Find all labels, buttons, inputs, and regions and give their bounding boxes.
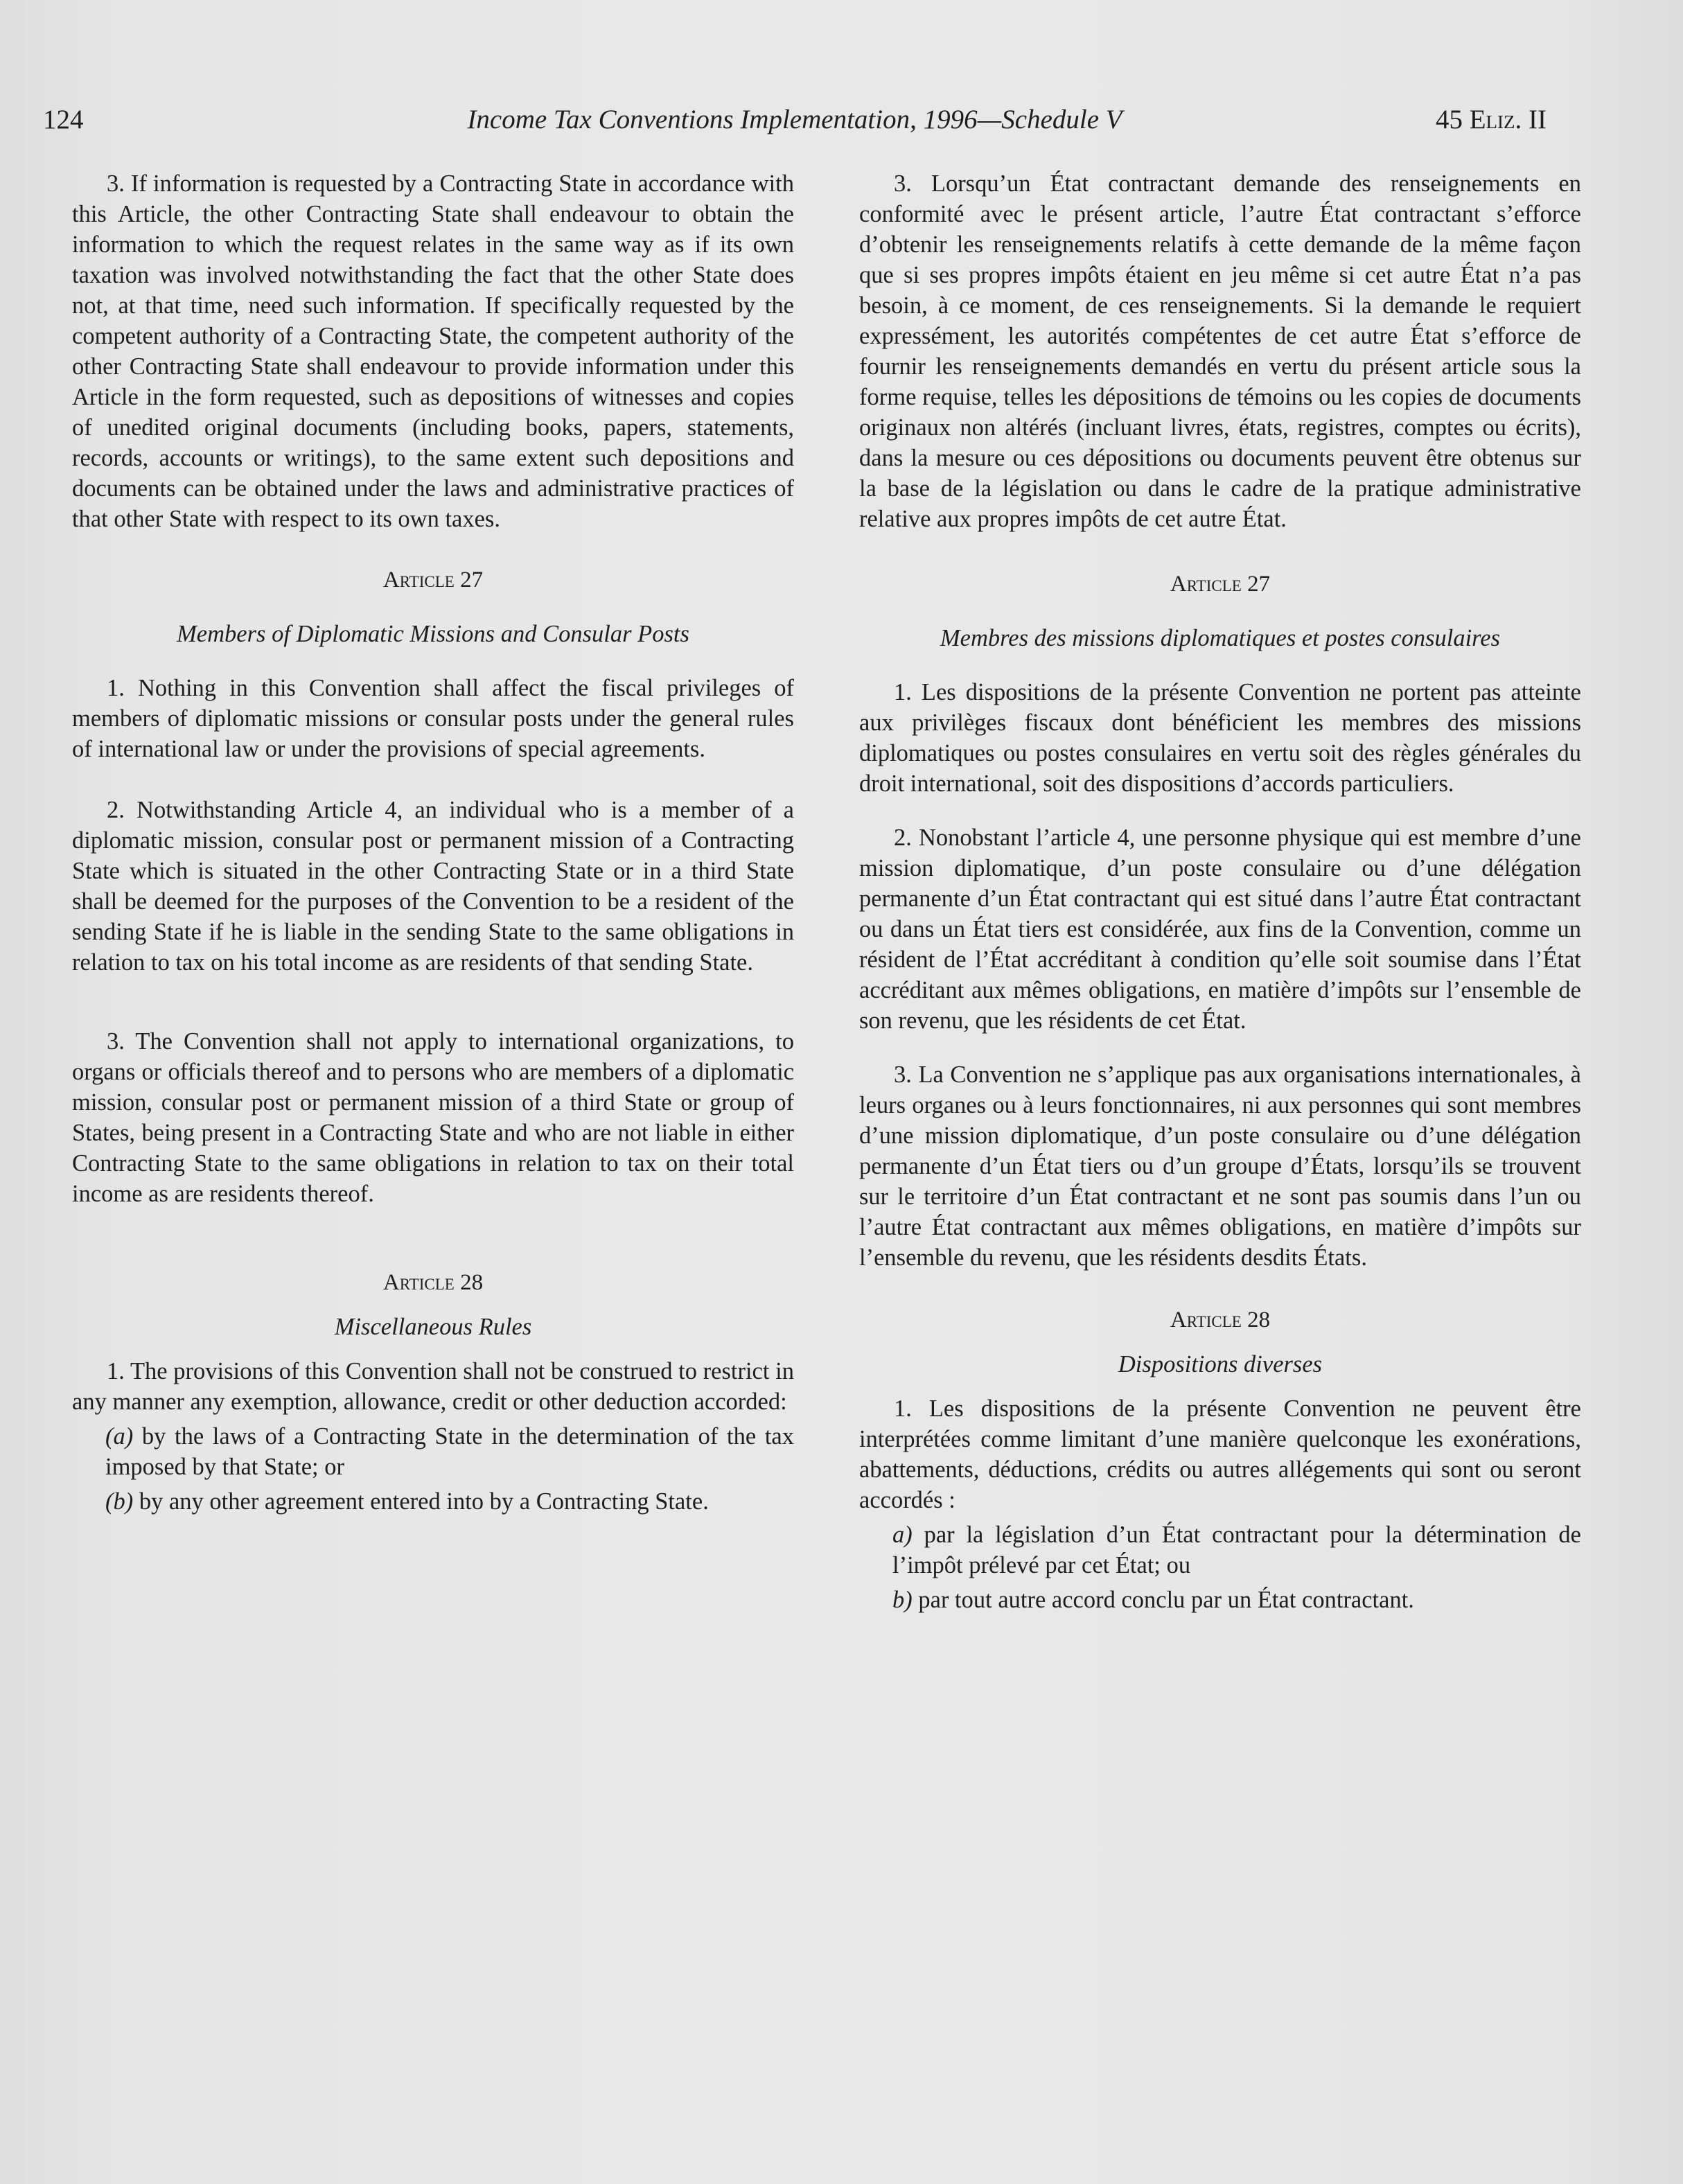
article-28-title-fr: Dispositions diverses [1118, 1351, 1323, 1377]
article-27-title-fr: Membres des missions diplomatiques et postes consulaires [940, 625, 1501, 651]
article-27-paragraph-3: 3. The Convention shall not apply to international organizations, to organs or officials thereof and to persons who are members of a diplomatic mission, consular post or permanent mission of a third State or group of States, being present in a Contracting State and who are not liable in either Contracting State to the same obligations in relation to tax on their total income as are residents thereof. [72, 1028, 794, 1207]
article-28-heading: Article 28 [382, 1270, 484, 1295]
page-header [43, 104, 1547, 146]
article-28-item-b-fr: b) par tout autre accord conclu par un État contractant. [892, 1587, 1414, 1613]
article-28-paragraph-1: 1. The provisions of this Convention shall not be construed to restrict in any manner any exemption, allowance, credit or other deduction accorded: [72, 1358, 794, 1415]
article-26-paragraph-3-fr: 3. Lorsqu’un État contractant demande des renseignements en conformité avec le présent article, l’autre État contractant s’efforce d’obtenir les renseignements relatifs à cette demande de la même façon que si ses propres impôts étaient en jeu même si cet autre État n’a pas besoin, à ce moment, de ces renseignements. Si la demande le requiert expressément, les autorités compétentes de cet autre État s’efforce de fournir les renseignements demandés en vertu du présent article sous la forme requise, telles les dépositions de témoins ou les copies de documents originaux non altérés (incluant livres, états, registres, comptes ou écrits), dans la mesure ou ces dépositions ou documents peuvent être obtenus sur la base de la législation ou dans le cadre de la pratique administrative relative aux propres impôts de cet autre État. [859, 170, 1581, 532]
article-27-paragraph-2: 2. Notwithstanding Article 4, an individual who is a member of a diplomatic mission, consular post or permanent mission of a Contracting State which is situated in the other Contracting State or in a third State shall be deemed for the purposes of the Convention to be a resident of the sending State if he is liable in the sending State to the same obligations in relation to tax on his total income as are residents of that sending State. [72, 797, 794, 976]
article-28-paragraph-1-fr: 1. Les dispositions de la présente Convention ne peuvent être interprétées comme limitant d’une manière quelconque les exonérations, abattements, déductions, crédits ou autres allégements qui sont ou seront accordés : [859, 1395, 1581, 1513]
article-28-item-b: (b) by any other agreement entered into by a Contracting State. [105, 1488, 709, 1515]
page-number: 124 [43, 105, 84, 134]
article-28-heading-fr: Article 28 [1170, 1307, 1271, 1332]
article-28-item-a: (a) by the laws of a Contracting State in the determination of the tax imposed by that State; or [105, 1423, 794, 1480]
article-27-title: Members of Diplomatic Missions and Consular Posts [177, 621, 689, 647]
volume-label: 45 Eliz. II [1435, 105, 1547, 134]
article-27-paragraph-3-fr: 3. La Convention ne s’applique pas aux organisations internationales, à leurs organes ou à leurs fonctionnaires, ni aux personnes qui sont membres d’une mission diplomatique, d’un poste consulaire ou d’une délégation permanente d’un État tiers ou d’un groupe d’États, lorsqu’ils se trouvent sur le territoire d’un État contractant et ne sont pas soumis dans l’un ou l’autre État contractant aux mêmes obligations, en matière d’impôts sur l’ensemble du revenu, que les résidents desdits États. [859, 1062, 1581, 1271]
article-27-paragraph-1: 1. Nothing in this Convention shall affect the fiscal privileges of members of diplomatic missions or consular posts under the general rules of international law or under the provisions of special agreements. [72, 675, 794, 762]
article-27-heading: Article 27 [382, 567, 484, 592]
article-27-paragraph-1-fr: 1. Les dispositions de la présente Convention ne portent pas atteinte aux privilèges fiscaux dont bénéficient les membres des missions diplomatiques ou postes consulaires en vertu soit des règles générales du droit international, soit des dispositions d’accords particuliers. [859, 679, 1581, 797]
running-title: Income Tax Conventions Implementation, 1996—Schedule V [467, 105, 1122, 134]
article-28-item-a-fr: a) par la législation d’un État contractant pour la détermination de l’impôt prélevé par cet État; ou [892, 1522, 1581, 1578]
english-column [72, 168, 794, 1517]
article-27-paragraph-2-fr: 2. Nonobstant l’article 4, une personne physique qui est membre d’une mission diplomatique, d’un poste consulaire ou d’une délégation permanente d’un État contractant qui est situé dans l’autre État contractant ou dans un État tiers est considérée, aux fins de la Convention, comme un résident de l’État accréditant à condition qu’elle soit soumise dans l’État accréditant aux mêmes obligations, en matière d’impôts sur l’ensemble de son revenu, que les résidents de cet État. [859, 825, 1581, 1034]
article-27-heading-fr: Article 27 [1170, 572, 1271, 597]
article-26-paragraph-3: 3. If information is requested by a Contracting State in accordance with this Article, the other Contracting State shall endeavour to obtain the information to which the request relates in the same way as if its own taxation was involved notwithstanding the fact that the other State does not, at that time, need such information. If specifically requested by the competent authority of a Contracting State, the competent authority of the other Contracting State shall endeavour to provide information under this Article in the form requested, such as depositions of witnesses and copies of unedited original documents (including books, papers, statements, records, accounts or writings), to the same extent such depositions and documents can be obtained under the laws and administrative practices of that other State with respect to its own taxes. [72, 170, 794, 532]
article-28-title: Miscellaneous Rules [334, 1314, 532, 1340]
french-column [859, 168, 1581, 1615]
